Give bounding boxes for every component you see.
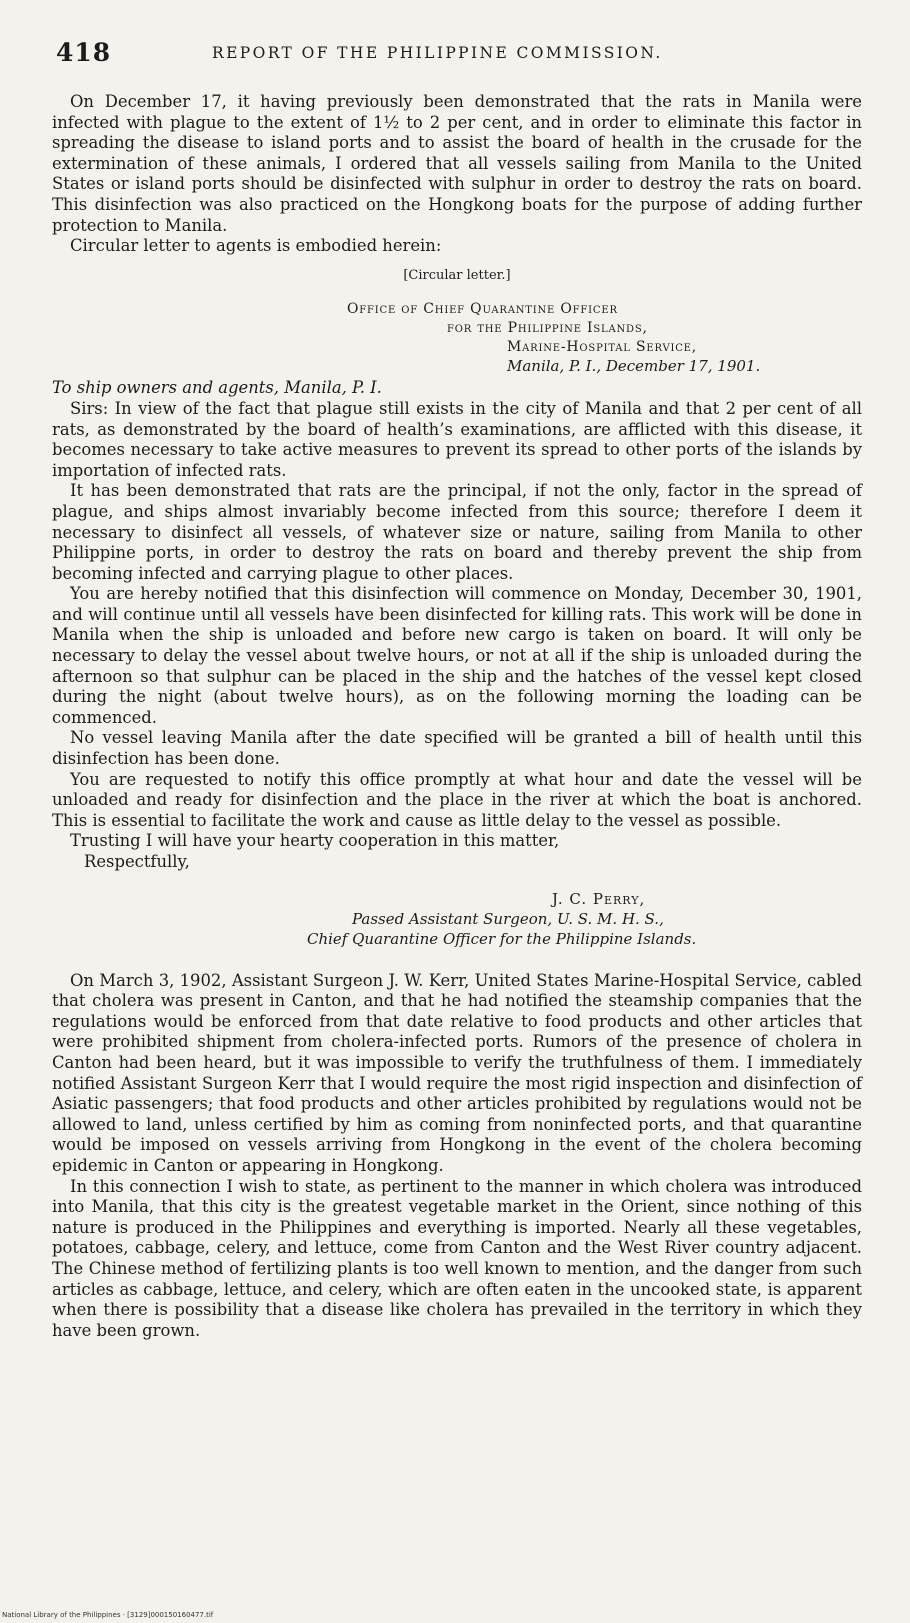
paragraph: On March 3, 1902, Assistant Surgeon J. W. Kerr, United States Marine-Hospital Service, cabled that cholera was present in Canton, and that he had notified the steamship companies that the regulations would be enforced from that date relative to food products and other articles that were prohibited shipment from cholera-infected ports. Rumors of the presence of cholera in Canton had been heard, but it was impossible to verify the truthfulness of them. I immediately notified Assistant Surgeon Kerr that I would require the most rigid inspection and disinfection of Asiatic passengers; that food products and other articles prohibited by regulations would not be allowed to land, unless certified by him as coming from noninfected ports, and that quarantine would be imposed on vessels arriving from Hongkong in the event of the cholera becoming epidemic in Canton or appearing in Hongkong.: [52, 970, 862, 1175]
running-head: REPORT OF THE PHILIPPINE COMMISSION.: [212, 44, 663, 62]
letter-closing: Respectfully,: [84, 852, 190, 871]
letter-date: Manila, P. I., December 17, 1901.: [507, 357, 761, 376]
signature-name: J. C. Perry,: [552, 889, 646, 908]
letter-salutation: To ship owners and agents, Manila, P. I.: [52, 378, 382, 398]
letter-office-heading: [347, 300, 862, 376]
signature-title: Passed Assistant Surgeon, U. S. M. H. S.,: [352, 909, 664, 928]
office-line: for the Philippine Islands,: [447, 320, 648, 337]
page-number: 418: [56, 38, 112, 67]
paragraph: Circular letter to agents is embodied herein:: [70, 236, 442, 256]
letter-paragraph: You are requested to notify this office promptly at what hour and date the vessel will be unloaded and ready for disinfection and the place in the river at which the boat is anchored. This is essential to facilitate the work and cause as little delay to the vessel as possible.: [52, 769, 862, 830]
paragraph: On December 17, it having previously been demonstrated that the rats in Manila were infected with plague to the extent of 1½ to 2 per cent, and in order to eliminate this factor in spreading the disease to island ports and to assist the board of health in the crusade for the extermination of these animals, I ordered that all vessels sailing from Manila to the United States or island ports should be disinfected with sulphur in order to destroy the rats on board. This disinfection was also practiced on the Hongkong boats for the purpose of adding further protection to Manila.: [52, 92, 862, 235]
office-line: Marine-Hospital Service,: [507, 339, 698, 356]
letter-signature: [52, 889, 862, 949]
office-line: Office of Chief Quarantine Officer: [347, 301, 618, 318]
letter-paragraph: No vessel leaving Manila after the date specified will be granted a bill of health until this disinfection has been done.: [52, 728, 862, 769]
circular-letter-label: [Circular letter.]: [403, 267, 511, 283]
letter-closing: Trusting I will have your hearty cooperation in this matter,: [70, 831, 560, 851]
paragraph: In this connection I wish to state, as pertinent to the manner in which cholera was introduced into Manila, that this city is the greatest vegetable market in the Orient, since nothing of this nature is produced in the Philippines and everything is imported. Nearly all these vegetables, potatoes, cabbage, celery, and lettuce, come from Canton and the West River country adjacent. The Chinese method of fertilizing plants is too well known to mention, and the danger from such articles as cabbage, lettuce, and celery, which are often eaten in the uncooked state, is apparent when there is possibility that a disease like cholera has prevailed in the territory in which they have been grown.: [52, 1176, 862, 1340]
signature-title: Chief Quarantine Officer for the Philippine Islands.: [307, 929, 697, 948]
letter-paragraph: It has been demonstrated that rats are the principal, if not the only, factor in the spread of plague, and ships almost invariably become infected from this source; therefore I deem it necessary to disinfect all vessels, of whatever size or nature, sailing from Manila to other Philippine ports, in order to destroy the rats on board and thereby prevent the ship from becoming infected and carrying plague to other places.: [52, 481, 862, 583]
page-body: [52, 92, 862, 1341]
letter-paragraph: Sirs: In view of the fact that plague still exists in the city of Manila and that 2 per cent of all rats, as demonstrated by the board of health’s examinations, are afflicted with this disease, it becomes necessary to take active measures to prevent its spread to other ports of the islands by importation of infected rats.: [52, 398, 862, 480]
scan-footer: National Library of the Philippines · [3129]000150160477.tif: [2, 1611, 214, 1619]
page-header: [56, 38, 856, 72]
letter-paragraph: You are hereby notified that this disinfection will commence on Monday, December 30, 1901, and will continue until all vessels have been disinfected for killing rats. This work will be done in Manila when the ship is unloaded and before new cargo is taken on board. It will only be necessary to delay the vessel about twelve hours, or not at all if the ship is unloaded during the afternoon so that sulphur can be placed in the ship and the hatches of the vessel kept closed during the night (about twelve hours), as on the following morning the loading can be commenced.: [52, 584, 862, 727]
